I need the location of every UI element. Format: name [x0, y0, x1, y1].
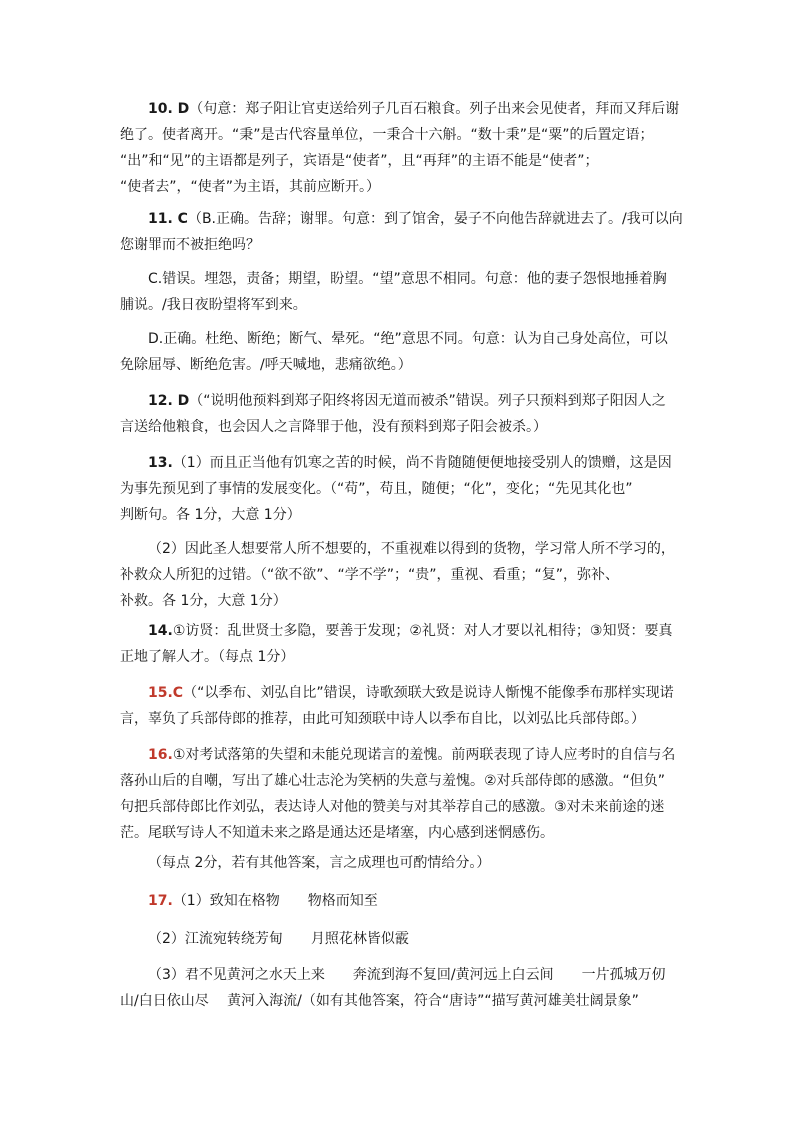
answer-17-part-2: [120, 926, 680, 952]
answer-11d-line-1: D.正确。杜绝、断绝；断气、晕死。“绝”意思不同。句意：认为自己身处高位，可以: [148, 331, 668, 347]
answer-15-line-2: 言，辜负了兵部侍郎的推荐，由此可知颈联中诗人以季布自比，以刘弘比兵部侍郎。）: [120, 711, 645, 727]
answer-16-note: [120, 850, 680, 876]
answer-13-line-3: 判断句。各 1分，大意 1分）: [120, 507, 301, 523]
answer-17: [120, 888, 680, 914]
answer-14-line-1: 14.①访贤：乱世贤士多隐，要善于发现；②礼贤：对人才要以礼相待；③知贤：要真: [148, 623, 673, 639]
answer-11-line-2: 您谢罪而不被拒绝吗？: [120, 237, 260, 253]
question-number-14: 14.: [148, 623, 173, 639]
answer-13-line-2: 为事先预见到了事情的发展变化。（“苟”，苟且，随便；“化”，变化；“先见其化也”: [120, 481, 633, 497]
answer-12-line-2: 言送给他粮食，也会因人之言降罪于他，没有预料到郑子阳会被杀。）: [120, 419, 547, 435]
answer-11d-line-2: 免除屈辱、断绝危害。/呼天喊地，悲痛欲绝。）: [120, 357, 412, 373]
answer-14: [120, 618, 680, 670]
answer-10-line-2: 绝了。使者离开。“秉”是古代容量单位，一秉合十六斛。“数十秉”是“粟”的后置定语；: [120, 127, 654, 143]
question-number-11: 11. C: [148, 211, 188, 227]
answer-15: [120, 680, 680, 732]
answer-17-line-1: 17.（1）致知在格物 物格而知至: [148, 893, 378, 909]
scoring-note: （每点 2分，若有其他答案，言之成理也可酌情给分。）: [148, 855, 491, 871]
answer-11c-line-1: C.错误。埋怨，责备；期望，盼望。“望”意思不相同。句意：他的妻子怨恨地捶着胸: [148, 271, 667, 287]
question-number-13: 13.: [148, 455, 173, 471]
answer-16-line-1: 16.①对考试落第的失望和未能兑现诺言的羞愧。前两联表现了诗人应考时的自信与名: [148, 747, 676, 763]
answer-11-option-c: [120, 266, 680, 318]
answer-17-line-2: （2）江流宛转绕芳甸 月照花林皆似霰: [148, 931, 409, 947]
answer-15-line-1: 15.C（“以季布、刘弘自比”错误，诗歌颈联大致是说诗人惭愧不能像季布那样实现诺: [148, 685, 674, 701]
answer-13: [120, 450, 680, 528]
question-number-16: 16.: [148, 747, 173, 763]
answer-11c-line-2: 脯说。/我日夜盼望将军到来。: [120, 297, 307, 313]
answer-17-line-4: 山/白日依山尽 黄河入海流/（如有其他答案，符合“唐诗”“描写黄河雄美壮阔景象”: [120, 993, 639, 1009]
answer-12-line-1: 12. D（“说明他预料到郑子阳终将因无道而被杀”错误。列子只预料到郑子阳因人之: [148, 393, 666, 409]
answer-13p2-line-1: （2）因此圣人想要常人所不想要的，不重视难以得到的货物，学习常人所不学习的，: [148, 541, 675, 557]
answer-11: [120, 206, 683, 258]
answer-13-part-2: [120, 536, 680, 614]
question-number-10: 10. D: [148, 101, 190, 117]
answer-16-line-2: 落孙山后的自嘲，写出了雄心壮志沦为笑柄的失意与羞愧。②对兵部侍郎的感激。“但负”: [120, 773, 666, 789]
question-number-12: 12. D: [148, 393, 190, 409]
answer-11-option-d: [120, 326, 680, 378]
answer-12: [120, 388, 680, 440]
answer-17-line-3: （3）君不见黄河之水天上来 奔流到海不复回/黄河远上白云间 一片孤城万仞: [148, 967, 666, 983]
question-number-15: 15.C: [148, 685, 184, 701]
answer-16-line-3: 句把兵部侍郎比作刘弘，表达诗人对他的赞美与对其举荐自己的感激。③对未来前途的迷: [120, 799, 665, 815]
answer-14-line-2: 正地了解人才。（每点 1分）: [120, 649, 295, 665]
question-number-17: 17.: [148, 893, 173, 909]
answer-11-line-1: 11. C（B.正确。告辞；谢罪。句意：到了馆舍，晏子不向他告辞就进去了。/我可以向: [148, 211, 683, 227]
answer-16-line-4: 茫。尾联写诗人不知道未来之路是通达还是堵塞，内心感到迷惘感伤。: [120, 825, 554, 841]
answer-13p2-line-2: 补救众人所犯的过错。（“欲不欲”、“学不学”；“贵”，重视、看重；“复”，弥补、: [120, 567, 620, 583]
answer-13p2-line-3: 补救。各 1分，大意 1分）: [120, 593, 287, 609]
answer-17-part-3: [120, 962, 680, 1014]
answer-10-line-4: “使者去”，“使者”为主语，其前应断开。）: [120, 179, 381, 195]
answer-10-line-3: “出”和“见”的主语都是列子，宾语是“使者”，且“再拜”的主语不能是“使者”；: [120, 153, 599, 169]
answer-10: [120, 96, 680, 200]
answer-16: [120, 742, 680, 846]
answer-10-line-1: 10. D（句意：郑子阳让官吏送给列子几百石粮食。列子出来会见使者，拜而又拜后谢: [148, 101, 680, 117]
answer-13-line-1: 13.（1）而且正当他有饥寒之苦的时候，尚不肯随随便便地接受别人的馈赠，这是因: [148, 455, 672, 471]
